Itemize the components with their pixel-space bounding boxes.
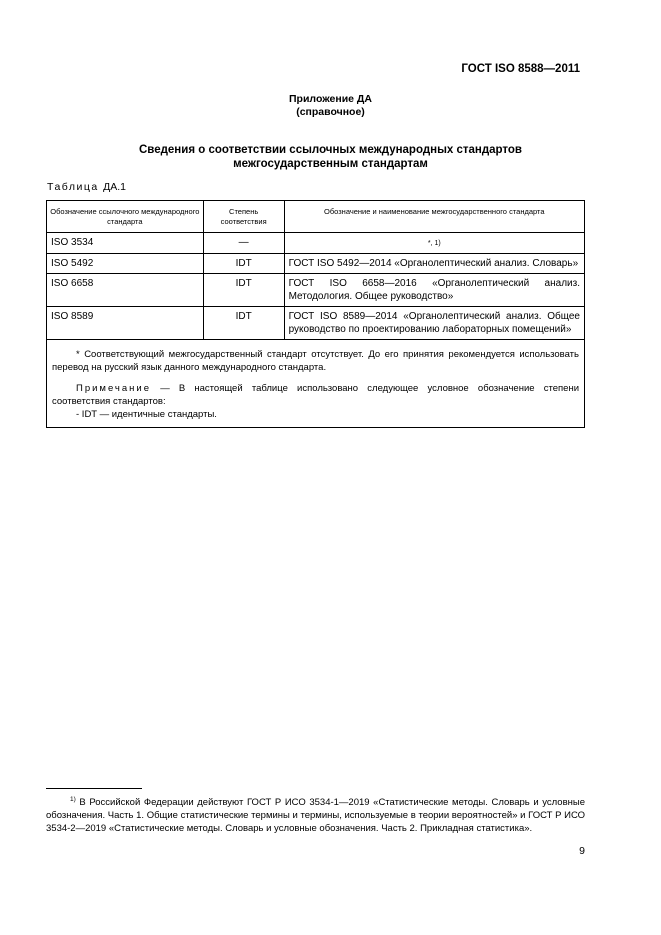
column-header-intl: Обозначение ссылочного международного стандарта	[47, 201, 204, 233]
footnote-marker: *, 1)	[427, 240, 441, 247]
note-item: - IDT — идентичные стандарты.	[76, 409, 217, 420]
annex-title-block	[0, 93, 661, 119]
table-header-row	[47, 201, 585, 233]
table-caption-number: ДА.1	[103, 181, 126, 193]
page-footnote-text: В Российской Федерации действуют ГОСТ Р ИСО 3534-1—2019 «Статистические методы. Словарь и условные обозначения. Часть 1. Общие статистические термины и термины, используемые в теории вероятностей» и ГОСТ Р ИСО 3534-2—2019 «Статистические методы. Словарь и условные обозначения. Часть 2. Прикладная статистика».	[46, 797, 585, 835]
cell-intl: ISO 3534	[47, 233, 204, 254]
cell-degree: —	[203, 233, 284, 254]
table-row	[47, 254, 585, 274]
cell-national: ГОСТ ISO 5492—2014 «Органолептический анализ. Словарь»	[284, 254, 584, 274]
annex-subtitle: (справочное)	[296, 106, 365, 118]
table-caption	[47, 181, 126, 193]
section-heading	[60, 143, 601, 171]
cell-degree: IDT	[203, 274, 284, 307]
cell-degree: IDT	[203, 307, 284, 340]
note-text: — В настоящей таблице использовано следующее условное обозначение степени соответствия стандартов:	[52, 383, 579, 407]
cell-degree: IDT	[203, 254, 284, 274]
page-footnote	[46, 793, 585, 835]
column-header-degree: Степень соответствия	[203, 201, 284, 233]
column-header-national: Обозначение и наименование межгосударственного стандарта	[284, 201, 584, 233]
page-footnote-marker: 1)	[70, 796, 76, 803]
table-footer-row	[47, 340, 585, 428]
cell-national	[284, 233, 584, 254]
table-row	[47, 307, 585, 340]
table-footer	[47, 340, 585, 428]
table-footnote: * Соответствующий межгосударственный стандарт отсутствует. До его принятия рекомендуется использовать перевод на русский язык данного международного стандарта.	[52, 349, 579, 373]
table-row	[47, 274, 585, 307]
annex-title: Приложение ДА	[289, 93, 372, 105]
cell-intl: ISO 6658	[47, 274, 204, 307]
table-row	[47, 233, 585, 254]
cell-national: ГОСТ ISO 6658—2016 «Органолептический анализ. Методология. Общее руководство»	[284, 274, 584, 307]
section-heading-line-1: Сведения о соответствии ссылочных международных стандартов	[138, 144, 522, 156]
cell-intl: ISO 5492	[47, 254, 204, 274]
section-heading-line-2: межгосударственным стандартам	[233, 158, 428, 170]
cell-national: ГОСТ ISO 8589—2014 «Органолептический анализ. Общее руководство по проектированию лабораторных помещений»	[284, 307, 584, 340]
table-caption-prefix: Таблица	[47, 181, 99, 193]
note-label: Примечание	[76, 383, 151, 394]
table-note	[52, 382, 579, 408]
cell-intl: ISO 8589	[47, 307, 204, 340]
correspondence-table	[46, 200, 585, 428]
page-number: 9	[579, 845, 585, 857]
document-code: ГОСТ ISO 8588—2011	[461, 63, 580, 75]
footnote-divider	[46, 788, 142, 789]
